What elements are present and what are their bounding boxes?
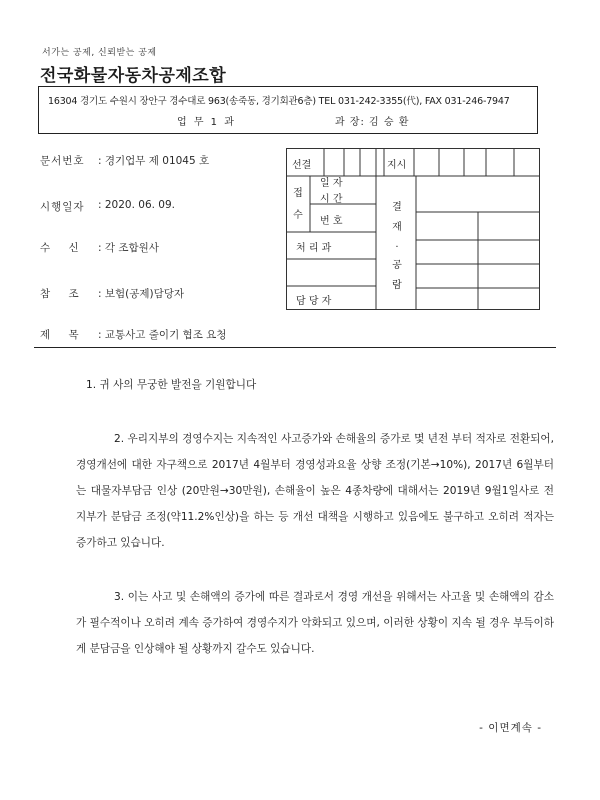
approval-jeopsu-1: 접 [293,188,303,199]
approval-sigan: 시 간 [320,194,343,205]
date-value: : 2020. 06. 09. [98,199,176,211]
approval-beonho: 번 호 [320,216,343,227]
doc-number-label: 문서번호 [40,155,85,167]
approval-ilja: 일 자 [320,178,343,189]
body-paragraph-1: 1. 귀 사의 무궁한 발전을 기원합니다 [86,379,257,391]
subject-value: : 교통사고 줄이기 협조 요청 [98,329,227,341]
address-box [38,86,538,134]
approval-table-grid [286,148,540,310]
department: 업 무 1 과 [177,117,236,128]
approval-gyeoljae-1: 결 [392,202,402,213]
approval-cheorigwa: 처 리 과 [296,243,332,254]
approval-gyeoljae-4: 공 [392,260,402,271]
approval-gyeoljae-3: · [395,242,399,253]
department-chief: 과 장: 김 승 환 [335,117,410,128]
header-divider [34,347,556,348]
approval-damdangja: 담 당 자 [296,296,332,307]
body-paragraph-3: 3. 이는 사고 및 손해액의 증가에 따른 결과로서 경영 개선을 위해서는 사고율 및 손해액의 감소가 필수적이나 오히려 계속 증가하여 경영수지가 악화되고 있으며, 이러한 상황이 지속 될 경우 부득이하게 분담금을 인상해야 될 상황까지 갈수도 있습니다. [76,591,554,655]
approval-gyeoljae-2: 재 [392,222,402,233]
org-slogan: 서가는 공제, 신뢰받는 공제 [42,48,157,58]
reference-label: 참 조 [40,288,80,300]
approval-table [286,148,540,310]
subject-label: 제 목 [40,329,80,341]
date-label: 시행일자 [40,201,85,213]
recipient-value: : 각 조합원사 [98,242,159,254]
continued-overleaf: - 이면계속 - [479,722,542,734]
org-name: 전국화물자동차공제조합 [40,66,227,86]
approval-seongyeol: 선결 [292,160,312,171]
body-paragraph-2: 2. 우리지부의 경영수지는 지속적인 사고증가와 손해율의 증가로 몇 년전 부터 적자로 전환되어, 경영개선에 대한 자구책으로 2017년 4월부터 경영성과요율 상향 조정(기본→10%), 2017년 6월부터는 대물자부담금 인상 (20만원→30만원), 손해율이 높은 4종차량에 대해서는 2019년 9월1일사로 전 지부가 분담금 조정(약11.2%인상)을 하는 등 개선 대책을 시행하고 있음에도 불구하고 오히려 적자는 증가하고 있습니다. [76,433,554,549]
approval-gyeoljae-5: 람 [392,280,402,291]
doc-number-value: : 경기업무 제 01045 호 [98,155,210,167]
approval-jeopsu-2: 수 [293,210,303,221]
approval-jisi: 지시 [387,160,407,171]
recipient-label: 수 신 [40,242,80,254]
reference-value: : 보험(공제)담당자 [98,288,185,300]
address-line: 16304 경기도 수원시 장안구 경수대로 963(송죽동, 경기회관6층) TEL 031-242-3355(代), FAX 031-246-7947 [48,96,510,107]
